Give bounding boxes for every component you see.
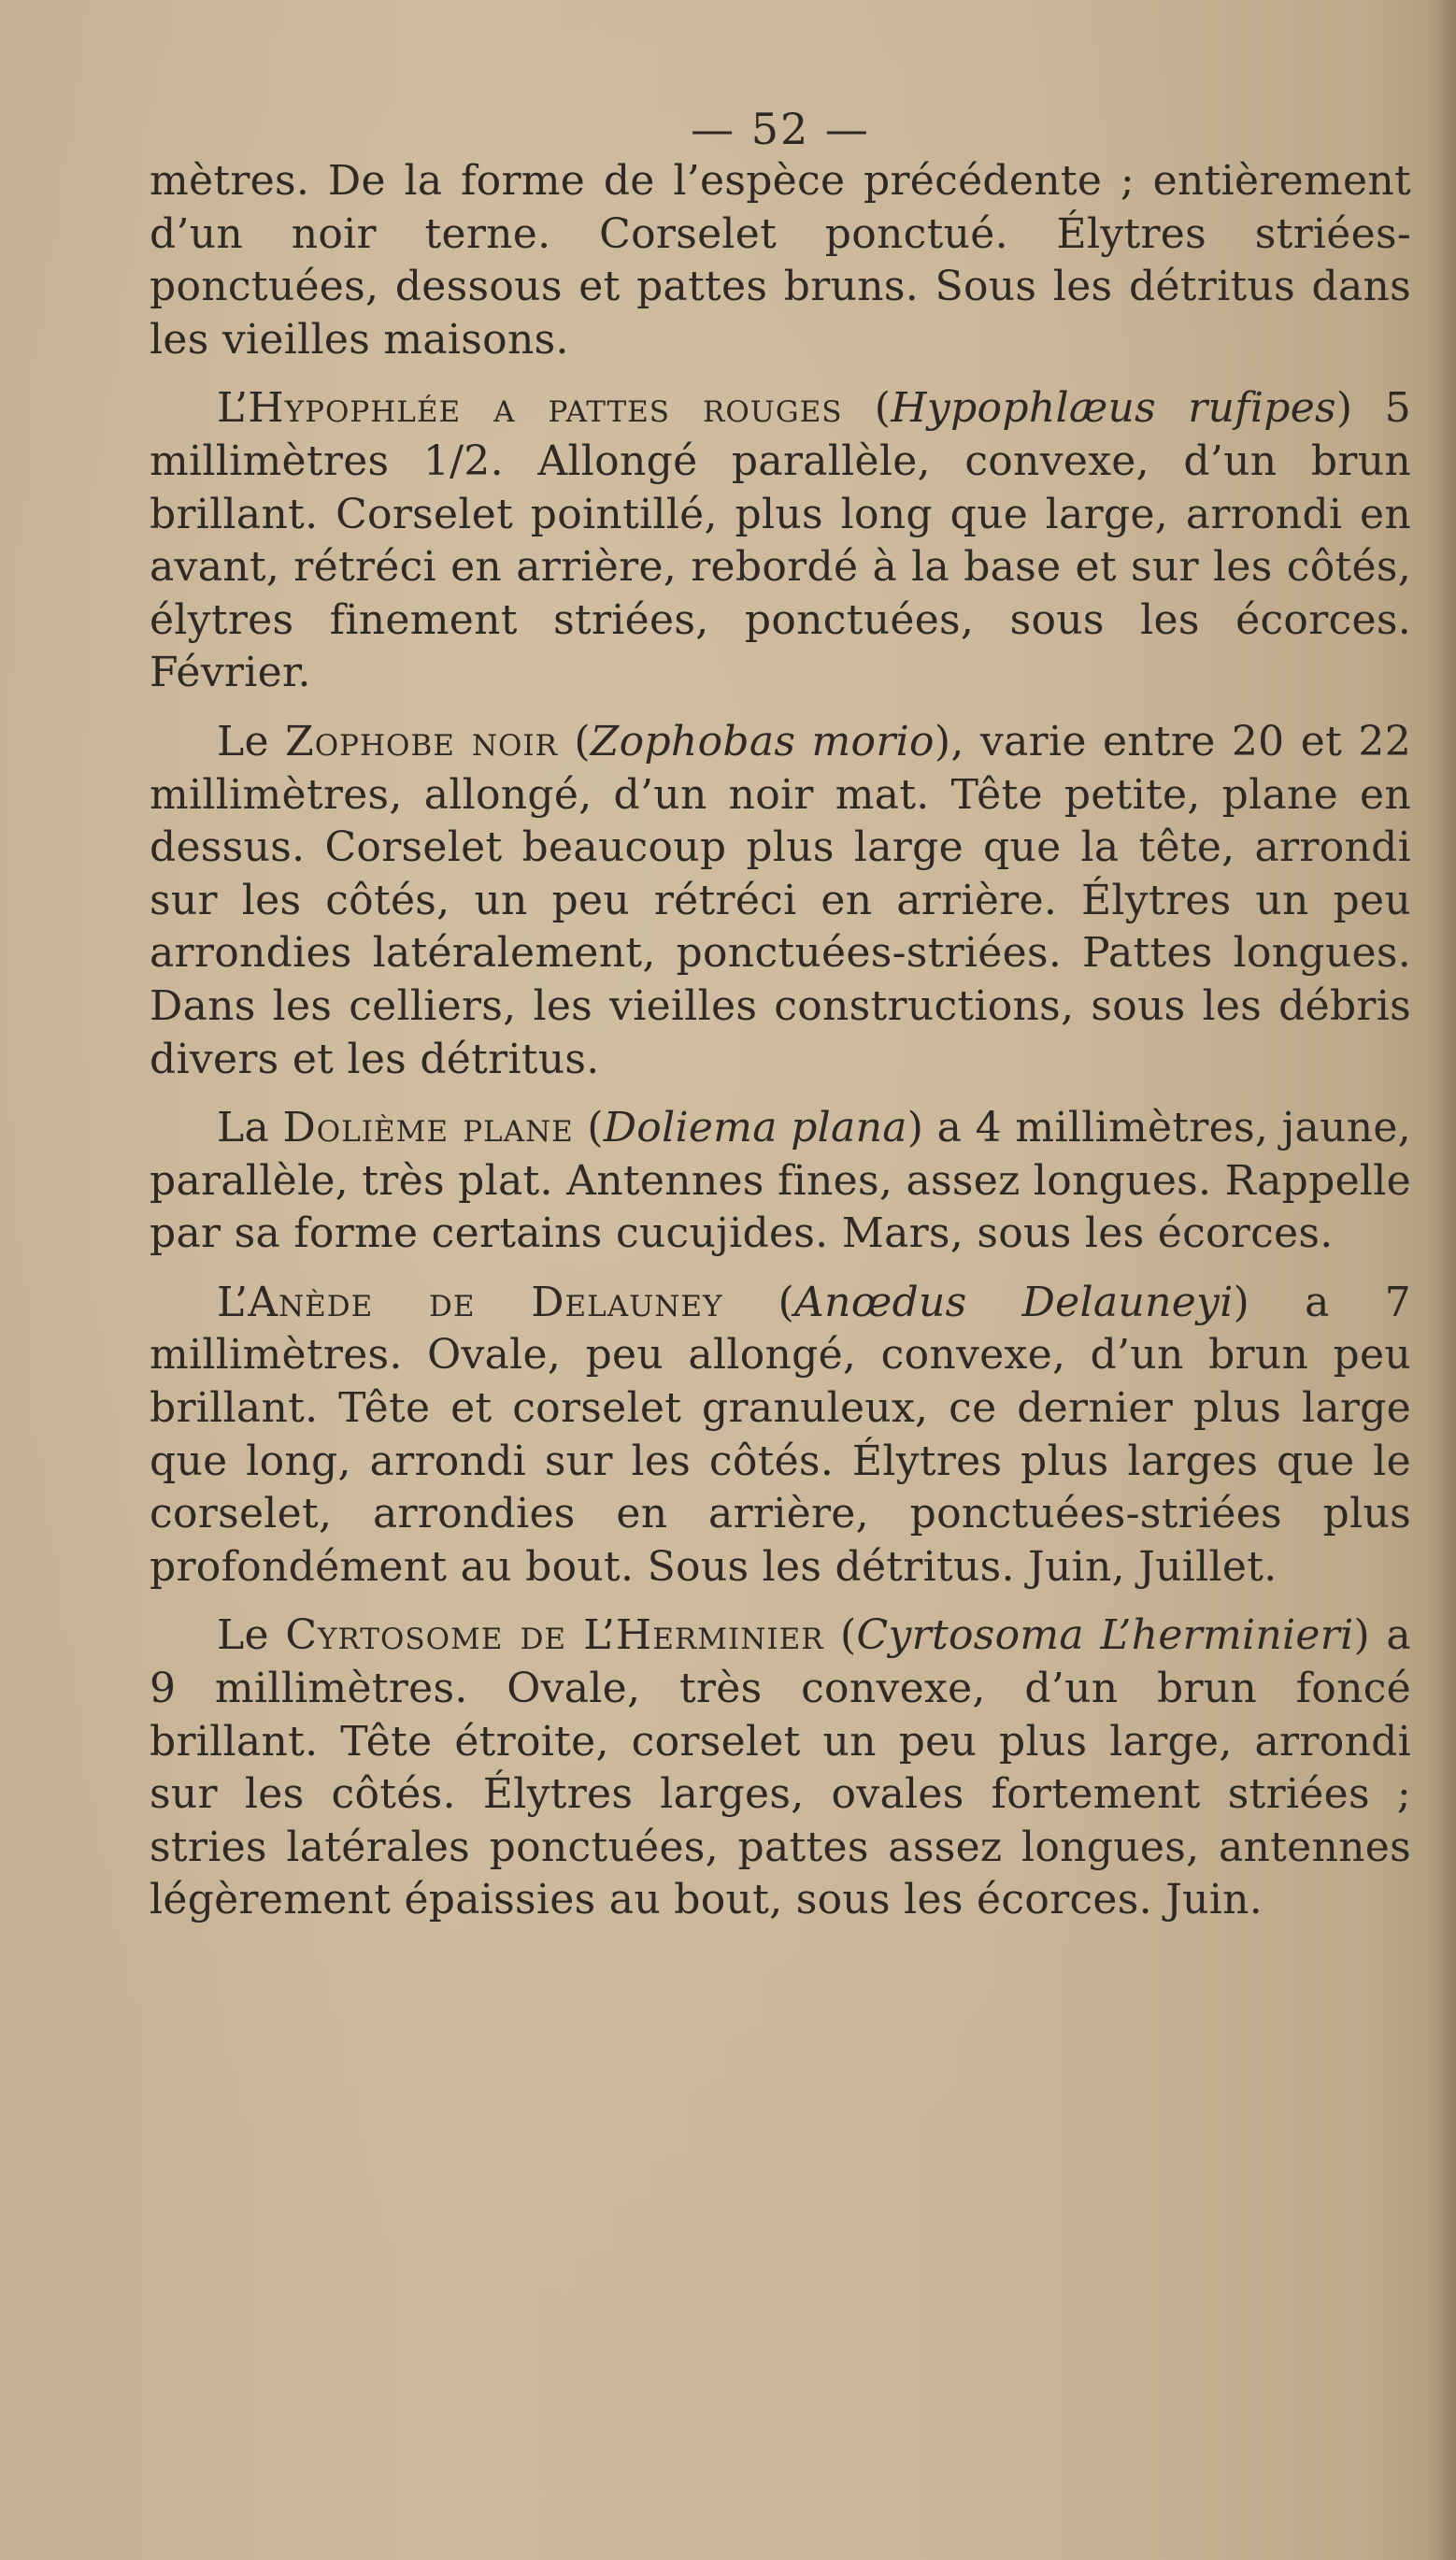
latin-name: Zophobas morio (590, 717, 935, 765)
paragraph-lead: La (217, 1104, 283, 1152)
page-edge-shadow (1432, 0, 1456, 2560)
species-name: Zophobe noir (285, 717, 559, 765)
paragraph-dolieme: La Dolième plane (Doliema plana) a 4 millimètres, jaune, parallèle, très plat. Antennes fines, assez longues. Rappelle par sa forme certains cucujides. Mars, sous les écorces. (150, 1104, 1411, 1258)
paragraph-body: mètres. De la forme de l’espèce précédente ; entièrement d’un noir terne. Corselet ponctué. Élytres striées-ponctuées, dessous et pattes bruns. Sous les détritus dans les vieilles maisons. (150, 157, 1411, 364)
paragraph-body: a 9 millimètres. Ovale, très convexe, d’un brun foncé brillant. Tête étroite, corselet un peu plus large, arrondi sur les côtés. Élytres larges, ovales fortement striées ; stries latérales ponctuées, pattes assez longues, antennes légèrement épaissies au bout, sous les écorces. Juin. (150, 1611, 1411, 1924)
latin-name: Anœdus Delauneyi (794, 1278, 1234, 1326)
paragraph-body: a 7 millimètres. Ovale, peu allongé, convexe, d’un brun peu brillant. Tête et corselet granuleux, ce dernier plus large que long, arrondi sur les côtés. Élytres plus larges que le corselet, arrondies en arrière, ponctuées-striées plus profondément au bout. Sous les détritus. Juin, Juillet. (150, 1278, 1411, 1591)
latin-name: Hypophlæus rufipes (891, 384, 1336, 433)
species-name: Anède de Delauney (248, 1278, 723, 1326)
paragraph-lead: Le (217, 1611, 286, 1660)
paragraph-body: 5 millimètres 1/2. Allongé parallèle, convexe, d’un brun brillant. Corselet pointillé, plus long que large, arrondi en avant, rétréci en arrière, rebordé à la base et sur les côtés, élytres finement striées, ponctuées, sous les écorces. Février. (150, 384, 1411, 697)
paragraph-lead: Le (217, 717, 286, 765)
paragraph-hypophlee: L’Hypophlée a pattes rouges (Hypophlæus rufipes) 5 millimètres 1/2. Allongé parallèle, convexe, d’un brun brillant. Corselet pointillé, plus long que large, arrondi en avant, rétréci en arrière, rebordé à la base et sur les côtés, élytres finement striées, ponctuées, sous les écorces. Février. (150, 384, 1411, 697)
page-text-block (150, 103, 1411, 1943)
paragraph-continuation (150, 155, 1411, 366)
paragraph-body: , varie entre 20 et 22 millimètres, allongé, d’un noir mat. Tête petite, plane en dessus. Corselet beaucoup plus large que la tête, arrondi sur les côtés, un peu rétréci en arrière. Élytres un peu arrondies latéralement, ponctuées-striées. Pattes longues. Dans les celliers, les vieilles constructions, sous les débris divers et les détritus. (150, 717, 1411, 1083)
species-name: Cyrtosome de L’Herminier (285, 1611, 824, 1660)
species-name: Dolième plane (282, 1104, 574, 1152)
latin-name: Cyrtosoma L’herminieri (856, 1611, 1354, 1660)
paragraph-lead: L’ (217, 1278, 249, 1326)
paragraph-cyrtosome: Le Cyrtosome de L’Herminier (Cyrtosoma L’herminieri) a 9 millimètres. Ovale, très convexe, d’un brun foncé brillant. Tête étroite, corselet un peu plus large, arrondi sur les côtés. Élytres larges, ovales fortement striées ; stries latérales ponctuées, pattes assez longues, antennes légèrement épaissies au bout, sous les écorces. Juin. (150, 1611, 1411, 1924)
paragraph-anede: L’Anède de Delauney (Anœdus Delauneyi) a 7 millimètres. Ovale, peu allongé, convexe, d’un brun peu brillant. Tête et corselet granuleux, ce dernier plus large que long, arrondi sur les côtés. Élytres plus larges que le corselet, arrondies en arrière, ponctuées-striées plus profondément au bout. Sous les détritus. Juin, Juillet. (150, 1278, 1411, 1591)
paragraph-zophobe: Le Zophobe noir (Zophobas morio), varie entre 20 et 22 millimètres, allongé, d’un noir mat. Tête petite, plane en dessus. Corselet beaucoup plus large que la tête, arrondi sur les côtés, un peu rétréci en arrière. Élytres un peu arrondies latéralement, ponctuées-striées. Pattes longues. Dans les celliers, les vieilles constructions, sous les débris divers et les détritus. (150, 717, 1411, 1083)
page-number: — 52 — (691, 104, 870, 154)
paragraph-body: a 4 millimètres, jaune, parallèle, très plat. Antennes fines, assez longues. Rappelle par sa forme certains cucujides. Mars, sous les écorces. (150, 1104, 1411, 1258)
paragraph-lead: L’ (217, 384, 249, 433)
species-name: Hypophlée a pattes rouges (248, 384, 843, 433)
latin-name: Doliema plana (603, 1104, 907, 1152)
